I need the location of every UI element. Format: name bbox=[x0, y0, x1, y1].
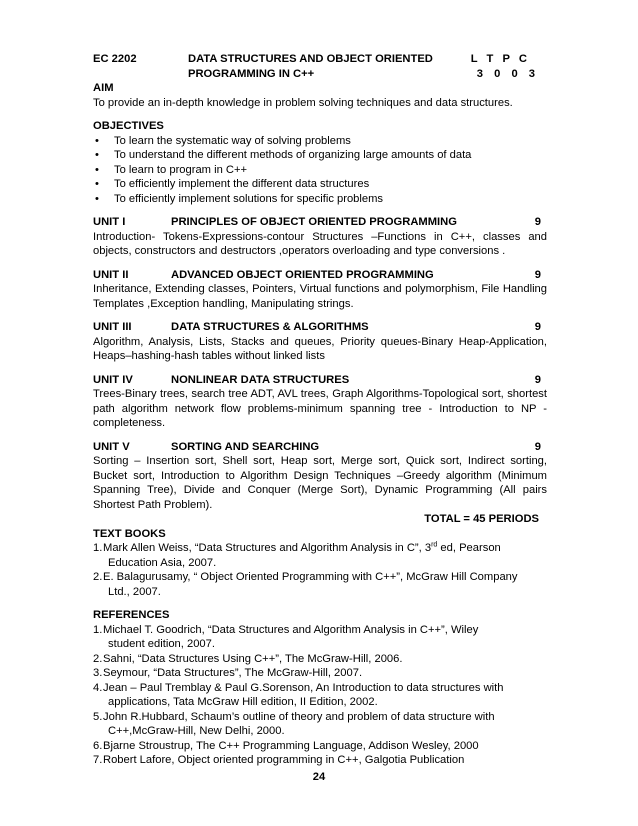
unit-title: PRINCIPLES OF OBJECT ORIENTED PROGRAMMING bbox=[171, 216, 457, 228]
objectives-heading: OBJECTIVES bbox=[93, 120, 164, 132]
course-code: EC 2202 bbox=[93, 53, 137, 65]
course-title bbox=[188, 52, 458, 81]
list-item: 7. Robert Lafore, Object oriented programming in C++, Galgotia Publication bbox=[93, 754, 465, 766]
syllabus-page bbox=[93, 52, 547, 768]
total-periods: TOTAL = 45 PERIODS bbox=[424, 513, 539, 525]
unit-1-heading bbox=[93, 215, 547, 230]
ltpc-credits bbox=[471, 52, 539, 81]
list-item: 2. E. Balagurusamy, “ Object Oriented Programming with C++”, McGraw Hill Company Ltd., 2007. bbox=[93, 571, 518, 598]
unit-4-heading bbox=[93, 373, 547, 388]
list-item: • To learn the systematic way of solving problems bbox=[95, 134, 351, 147]
unit-3-heading bbox=[93, 320, 547, 335]
unit-5-content: Sorting – Insertion sort, Shell sort, Heap sort, Merge sort, Quick sort, Indirect sorting, Bucket sort, Introduction to Algorithm Design Techniques –Greedy algorithm (Minimum Spanning Tree), Divide and Conquer (Merge Sort), Dynamic Programming (All pairs Shortest Path Problem). bbox=[93, 455, 547, 511]
unit-number: UNIT II bbox=[93, 268, 129, 281]
course-title-line-1: DATA STRUCTURES AND OBJECT ORIENTED bbox=[188, 53, 433, 65]
list-item: • To efficiently implement the different data structures bbox=[95, 178, 370, 190]
unit-number: UNIT III bbox=[93, 321, 132, 333]
references-list bbox=[93, 623, 547, 768]
bullet-icon: • bbox=[95, 192, 99, 205]
unit-1-content: Introduction- Tokens-Expressions-contour Structures –Functions in C++, classes and objects, constructors and destructors ,operators overloading and type conversions . bbox=[93, 230, 547, 257]
unit-hours: 9 bbox=[534, 268, 541, 281]
unit-4-content: Trees-Binary trees, search tree ADT, AVL trees, Graph Algorithms-Topological sort, shortest path algorithm network flow problems-minimum spanning tree - Introduction to NP - completeness. bbox=[93, 388, 547, 429]
unit-3-content: Algorithm, Analysis, Lists, Stacks and queues, Priority queues-Binary Heap-Application, Heaps–hashing-hash tables without linked lists bbox=[93, 335, 547, 362]
unit-title: SORTING AND SEARCHING bbox=[171, 440, 320, 453]
unit-title: DATA STRUCTURES & ALGORITHMS bbox=[171, 321, 369, 333]
list-item: • To efficiently implement solutions for specific problems bbox=[95, 192, 384, 205]
unit-2-content: Inheritance, Extending classes, Pointers, Virtual functions and polymorphism, File Handling Templates ,Exception handling, Manipulating strings. bbox=[93, 283, 547, 310]
course-title-line-2: PROGRAMMING IN C++ bbox=[188, 67, 315, 80]
list-item: 1. Mark Allen Weiss, “Data Structures and Algorithm Analysis in C”, 3rd ed, Pearson Education Asia, 2007. bbox=[93, 541, 501, 569]
references-heading: REFERENCES bbox=[93, 609, 170, 621]
unit-number: UNIT IV bbox=[93, 373, 133, 386]
bullet-icon: • bbox=[95, 178, 99, 190]
list-item: 6. Bjarne Stroustrup, The C++ Programming Language, Addison Wesley, 2000 bbox=[93, 739, 479, 752]
ltpc-values: 3 0 0 3 bbox=[476, 67, 539, 80]
list-item: 5. John R.Hubbard, Schaum’s outline of theory and problem of data structure with C++,McGraw-Hill, New Delhi, 2000. bbox=[93, 710, 495, 737]
list-item: • To understand the different methods of organizing large amounts of data bbox=[95, 149, 472, 161]
unit-hours: 9 bbox=[534, 216, 541, 228]
course-header bbox=[93, 52, 547, 81]
unit-hours: 9 bbox=[534, 321, 541, 333]
list-item: 3. Seymour, “Data Structures”, The McGraw-Hill, 2007. bbox=[93, 667, 363, 679]
unit-title: ADVANCED OBJECT ORIENTED PROGRAMMING bbox=[171, 268, 434, 281]
text-books-heading: TEXT BOOKS bbox=[93, 527, 166, 540]
unit-number: UNIT V bbox=[93, 440, 130, 453]
list-item: 4. Jean – Paul Tremblay & Paul G.Sorenson, An Introduction to data structures with applications, Tata McGraw Hill edition, II Edition, 2002. bbox=[93, 681, 504, 708]
list-item: 2. Sahni, “Data Structures Using C++”, The McGraw-Hill, 2006. bbox=[93, 652, 403, 665]
page-number: 24 bbox=[312, 771, 326, 783]
list-item: • To learn to program in C++ bbox=[95, 163, 248, 176]
unit-title: NONLINEAR DATA STRUCTURES bbox=[171, 373, 350, 386]
aim-heading: AIM bbox=[93, 82, 114, 94]
bullet-icon: • bbox=[95, 149, 99, 161]
unit-2-heading bbox=[93, 268, 547, 283]
bullet-icon: • bbox=[95, 134, 99, 147]
bullet-icon: • bbox=[95, 163, 99, 176]
unit-hours: 9 bbox=[534, 440, 541, 453]
ltpc-labels: L T P C bbox=[470, 53, 530, 65]
list-item: 1. Michael T. Goodrich, “Data Structures and Algorithm Analysis in C++”, Wiley student edition, 2007. bbox=[93, 623, 479, 650]
aim-text: To provide an in-depth knowledge in problem solving techniques and data structures. bbox=[93, 96, 513, 109]
unit-number: UNIT I bbox=[93, 216, 126, 228]
objectives-list bbox=[93, 134, 547, 207]
unit-5-heading bbox=[93, 440, 547, 455]
unit-hours: 9 bbox=[534, 373, 541, 386]
text-books-list bbox=[93, 541, 547, 599]
